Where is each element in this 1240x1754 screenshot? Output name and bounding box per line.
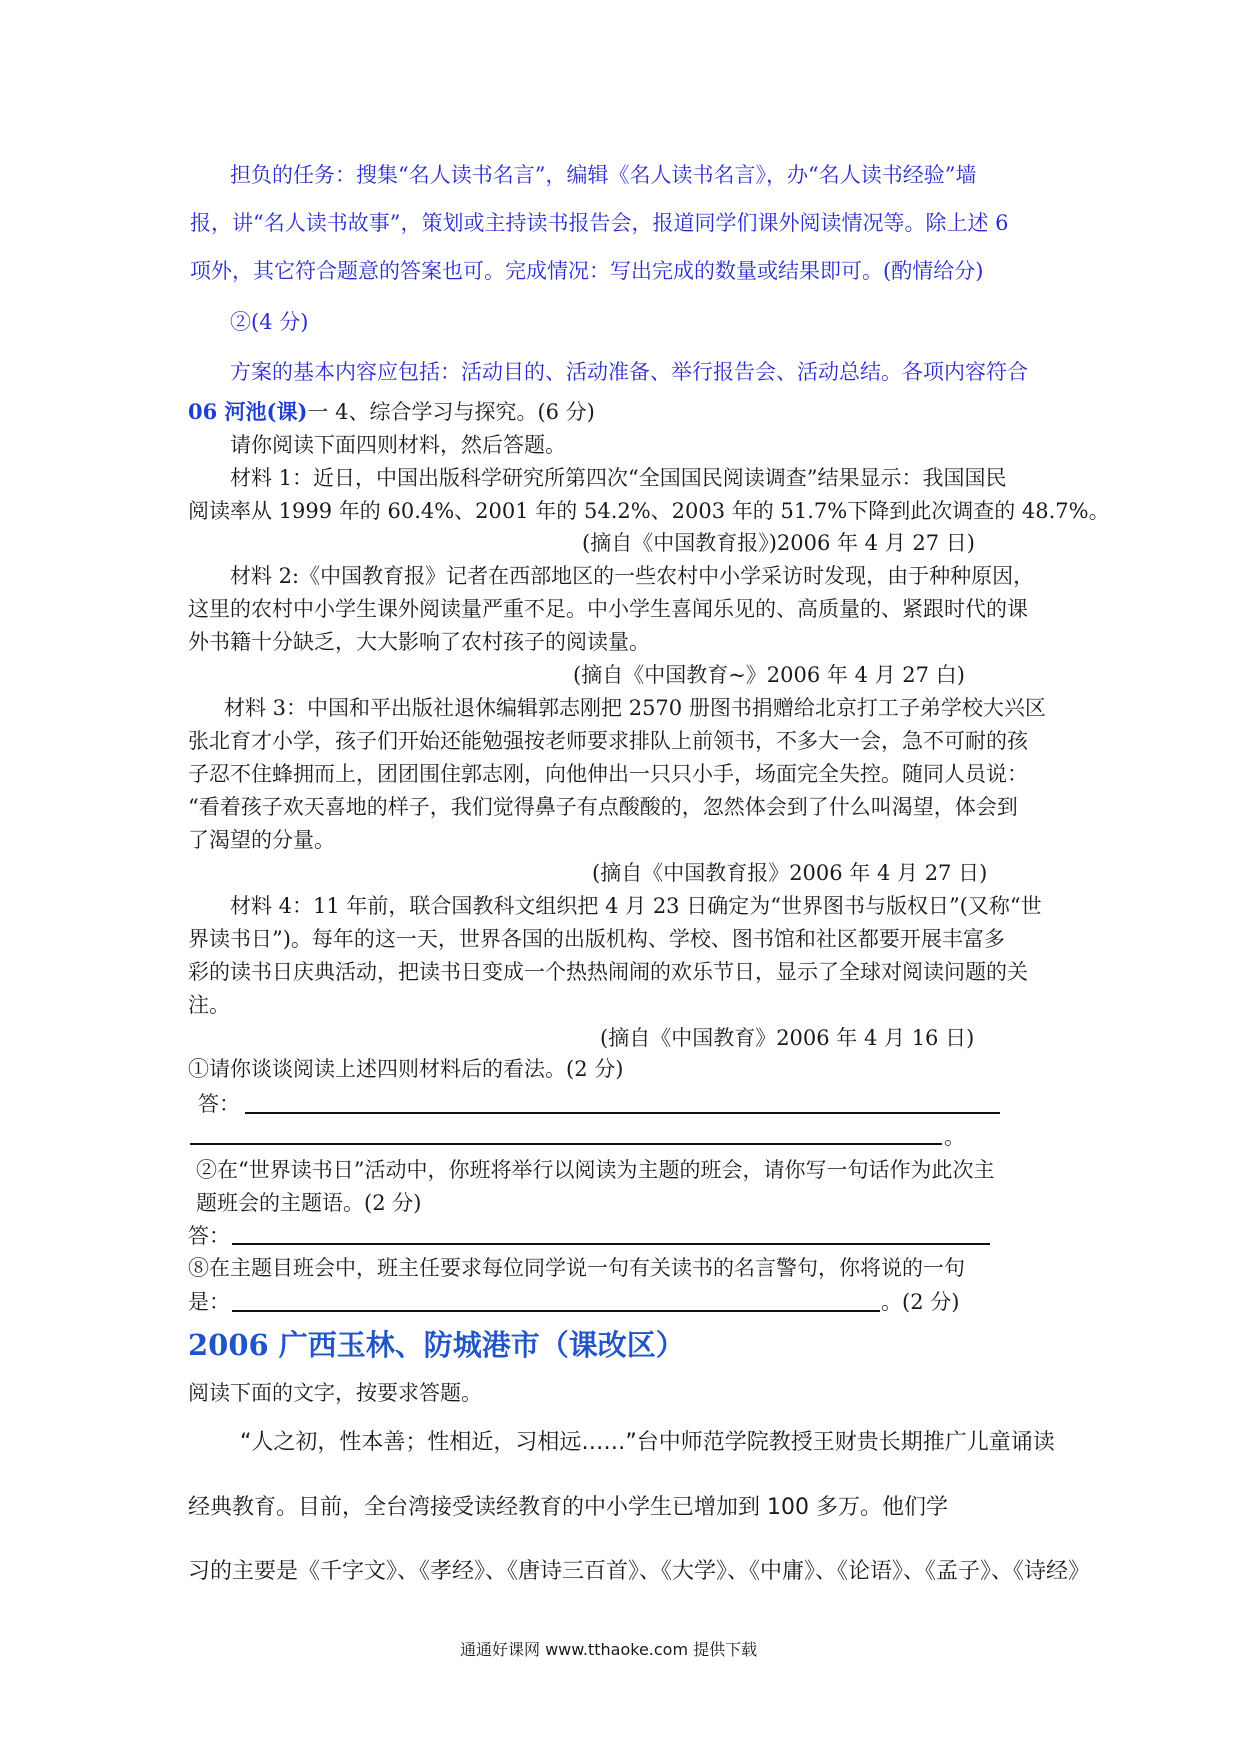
question-3: ⑧在主题目班会中，班主任要求每位同学说一句有关读书的名言警句，你将说的一句: [188, 1256, 965, 1280]
material-line: 材料 3：中国和平出版社退休编辑郭志刚把 2570 册图书捐赠给北京打工子弟学校大兴区: [224, 696, 1046, 720]
answer-line-blank[interactable]: [245, 1112, 1000, 1114]
answer-line: 报，讲“名人读书故事”，策划或主持读书报告会，报道同学们课外阅读情况等。除上述 6: [190, 211, 1009, 235]
score: 。(2 分): [881, 1290, 960, 1314]
answer-label: 答：: [198, 1092, 240, 1116]
answer-label: 答：: [188, 1224, 230, 1248]
answer-score: ②(4 分): [230, 310, 309, 334]
passage-line: 经典教育。目前，全台湾接受读经教育的中小学生已增加到 100 多万。他们学: [188, 1495, 948, 1520]
answer-line: 方案的基本内容应包括：活动目的、活动准备、举行报告会、活动总结。各项内容符合: [230, 360, 1028, 384]
material-line: 了渴望的分量。: [188, 828, 335, 852]
material-line: 这里的农村中小学生课外阅读量严重不足。中小学生喜闻乐见的、高质量的、紧跟时代的课: [188, 597, 1028, 621]
material-line: 子忍不住蜂拥而上，团团围住郭志刚，向他伸出一只只小手，场面完全失控。随同人员说：: [188, 762, 1028, 786]
section-title: 2006 广西玉林、防城港市（课改区）: [188, 1328, 685, 1362]
passage-line: 习的主要是《千字文》、《孝经》、《唐诗三百首》、《大学》、《中庸》、《论语》、《孟子》、《诗经》: [188, 1559, 1091, 1584]
material-line: 材料 4：11 年前，联合国教科文组织把 4 月 23 日确定为“世界图书与版权日”(又称“世: [230, 894, 1042, 918]
question-1: ①请你谈谈阅读上述四则材料后的看法。(2 分): [188, 1057, 624, 1081]
instruction: 阅读下面的文字，按要求答题。: [188, 1381, 482, 1405]
answer-line-blank[interactable]: [232, 1310, 880, 1312]
question-2-cont: 题班会的主题语。(2 分): [196, 1191, 422, 1215]
question-2: ②在“世界读书日”活动中，你班将举行以阅读为主题的班会，请你写一句话作为此次主: [196, 1158, 995, 1182]
answer-line-blank[interactable]: [190, 1143, 942, 1145]
section-heading: [188, 397, 595, 427]
question-title: 一 4、综合学习与探究。(6 分): [307, 400, 595, 424]
material-line: 界读书日”)。每年的这一天，世界各国的出版机构、学校、图书馆和社区都要开展丰富多: [188, 927, 1005, 951]
material-source: (摘自《中国教育报》2006 年 4 月 27 日): [592, 861, 988, 885]
material-line: 注。: [188, 993, 230, 1017]
material-source: (摘自《中国教育~》2006 年 4 月 27 白): [573, 663, 965, 687]
material-line: 张北育才小学，孩子们开始还能勉强按老师要求排队上前领书，不多大一会，急不可耐的孩: [188, 729, 1028, 753]
material-line: “看着孩子欢天喜地的样子，我们觉得鼻子有点酸酸的，忽然体会到了什么叫渴望，体会到: [188, 795, 1018, 819]
period: 。: [944, 1125, 965, 1149]
material-line: 材料 2:《中国教育报》记者在西部地区的一些农村中小学采访时发现，由于种种原因，: [230, 564, 1035, 588]
question-3-cont: 是：: [188, 1290, 230, 1314]
material-source: (摘自《中国教育》2006 年 4 月 16 日): [600, 1026, 975, 1050]
material-line: 阅读率从 1999 年的 60.4%、2001 年的 54.2%、2003 年的 51.7%下降到此次调查的 48.7%。: [188, 499, 1110, 523]
instruction: 请你阅读下面四则材料，然后答题。: [230, 433, 566, 457]
material-line: 彩的读书日庆典活动，把读书日变成一个热热闹闹的欢乐节日，显示了全球对阅读问题的关: [188, 960, 1028, 984]
material-line: 外书籍十分缺乏，大大影响了农村孩子的阅读量。: [188, 630, 650, 654]
section-source: 06 河池(课): [188, 399, 308, 424]
passage-line: “人之初，性本善；性相近，习相远……”台中师范学院教授王财贵长期推广儿童诵读: [240, 1430, 1055, 1455]
material-line: 材料 1：近日，中国出版科学研究所第四次“全国国民阅读调查”结果显示：我国国民: [230, 466, 1007, 490]
footer: 通通好课网 www.tthaoke.com 提供下载: [460, 1640, 758, 1659]
answer-line-blank[interactable]: [232, 1243, 990, 1245]
material-source: (摘自《中国教育报》)2006 年 4 月 27 日): [582, 531, 975, 555]
answer-line: 担负的任务：搜集“名人读书名言”，编辑《名人读书名言》，办“名人读书经验”墙: [230, 163, 977, 187]
answer-line: 项外，其它符合题意的答案也可。完成情况：写出完成的数量或结果即可。(酌情给分): [190, 259, 984, 283]
